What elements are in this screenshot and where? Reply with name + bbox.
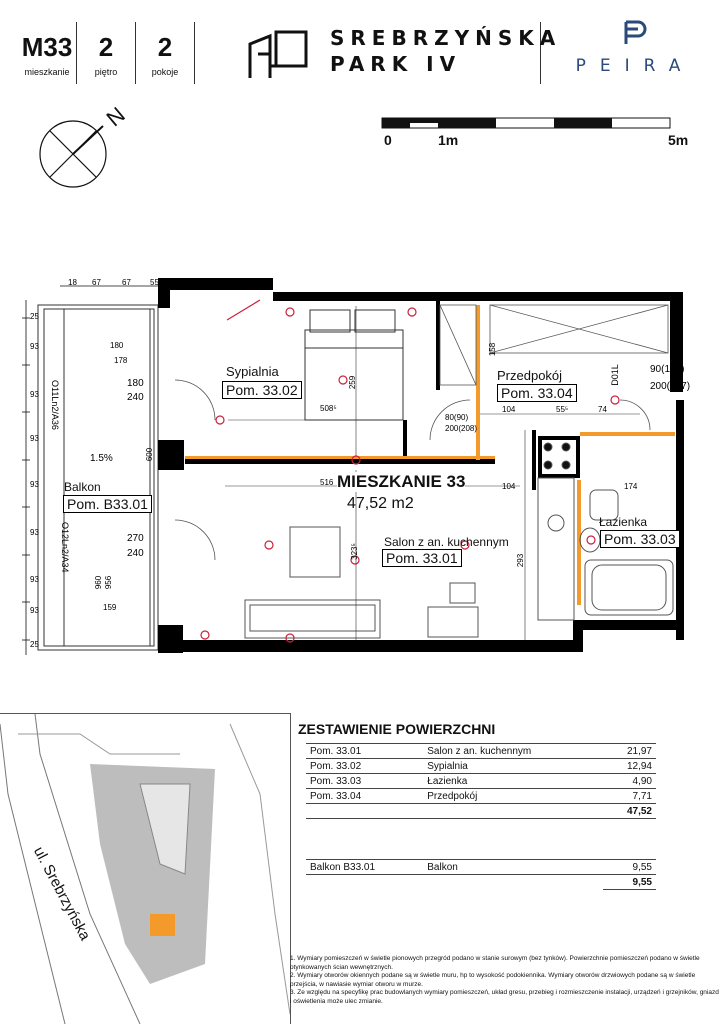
dim-293: 293 — [516, 553, 526, 568]
dim-508: 508⁵ — [320, 404, 337, 413]
summary-total-row — [306, 804, 656, 819]
bathroom-code: Pom. 33.03 — [600, 530, 680, 548]
dim-158: 158 — [488, 342, 498, 357]
dim-180b: 180 — [127, 378, 144, 389]
room-code-cell: Pom. 33.04 — [306, 789, 423, 804]
room-area-cell: 9,55 — [603, 860, 656, 875]
dim-67b: 67 — [122, 278, 131, 287]
door-code-d01: D01L — [609, 364, 620, 386]
room-code-cell — [306, 804, 423, 819]
dim-159: 159 — [103, 603, 117, 612]
hall-name: Przedpokój — [497, 368, 563, 383]
bedroom-marker-line — [227, 300, 260, 320]
room-code-cell — [306, 875, 423, 890]
apartment-title: MIESZKANIE 33 — [337, 472, 466, 491]
project-name-line2: PARK IV — [330, 52, 462, 76]
scale-label-0: 0 — [384, 132, 392, 148]
dim-104a: 104 — [502, 405, 516, 414]
dim-174: 174 — [624, 482, 638, 491]
rooms-value: 2 — [157, 32, 173, 62]
dim-180a: 180 — [110, 341, 124, 350]
dim-90-103: 90(103) — [650, 364, 685, 375]
balcony-outline — [38, 305, 158, 650]
rooms-caption: pokoje — [151, 67, 179, 77]
room-code-cell: Pom. 33.01 — [306, 744, 423, 759]
dim-93-1: 93 — [30, 342, 39, 351]
room-name-cell: Sypialnia — [423, 759, 603, 774]
balcony-name: Balkon — [64, 480, 101, 494]
room-area-cell: 4,90 — [603, 774, 656, 789]
note-1: 1. Wymiary pomieszczeń w świetle pionowych przegród podano w stanie surowym (bez tynków). Powierzchnie pomieszczeń podano w świetle otynkowanych ścian wewnętrznych. — [290, 955, 700, 971]
dim-74: 74 — [598, 405, 607, 414]
summary-row — [306, 789, 656, 804]
dim-200-208a: 200(208) — [445, 424, 478, 433]
bathroom-name: Łazienka — [599, 515, 648, 529]
window-code-2: O12Ln2/A34 — [60, 522, 70, 573]
room-code-cell: Balkon B33.01 — [306, 860, 423, 875]
bedroom-code: Pom. 33.02 — [222, 381, 302, 399]
apartment-area: 47,52 m2 — [347, 495, 414, 512]
dim-270: 270 — [127, 533, 144, 544]
left-dimension-chain — [22, 286, 158, 655]
site-map-highlight — [150, 914, 175, 936]
room-area-cell: 7,71 — [603, 789, 656, 804]
room-name-cell — [423, 875, 603, 890]
room-code-cell: Pom. 33.02 — [306, 759, 423, 774]
scale-label-1m: 1m — [438, 132, 459, 148]
dim-259: 259 — [348, 375, 358, 390]
summary-row — [306, 774, 656, 789]
dim-240b: 240 — [127, 548, 144, 559]
kitchen-counter — [538, 443, 574, 620]
dim-323: 323⁵ — [349, 543, 359, 560]
living-code: Pom. 33.01 — [382, 549, 462, 567]
dim-93-6: 93 — [30, 575, 39, 584]
dim-93-7: 93 — [30, 606, 39, 615]
summary-balcony-total-row — [306, 875, 656, 890]
summary-balcony-row — [306, 860, 656, 875]
dim-516: 516 — [320, 478, 334, 487]
summary-title: ZESTAWIENIE POWIERZCHNI — [298, 721, 496, 737]
balcony-slope: 1.5% — [90, 453, 113, 464]
living-name: Salon z an. kuchennym — [384, 535, 509, 549]
room-code-cell: Pom. 33.03 — [306, 774, 423, 789]
dim-200-207: 200(207) — [650, 381, 691, 392]
north-label: N — [101, 101, 130, 132]
room-name-cell: Salon z an. kuchennym — [423, 744, 603, 759]
dim-55: 55 — [150, 278, 159, 287]
dim-93-4: 93 — [30, 480, 39, 489]
summary-row — [306, 759, 656, 774]
room-area-cell: 12,94 — [603, 759, 656, 774]
window-code-1: O11Ln2/A36 — [50, 380, 60, 430]
walls — [158, 278, 684, 653]
room-area-cell: 9,55 — [603, 875, 656, 890]
dim-93-2: 93 — [30, 390, 39, 399]
room-area-cell: 47,52 — [603, 804, 656, 819]
notes — [290, 955, 720, 1006]
dim-104b: 104 — [502, 482, 516, 491]
summary-row — [306, 744, 656, 759]
dim-93-3: 93 — [30, 434, 39, 443]
dim-18: 18 — [68, 278, 77, 287]
bathroom-fixtures — [580, 490, 673, 615]
site-map — [0, 713, 291, 1024]
dim-960: 960 — [94, 575, 104, 590]
dim-80-90: 80(90) — [445, 413, 469, 422]
apartment-caption: mieszkanie — [24, 67, 70, 77]
dim-178: 178 — [114, 356, 128, 365]
note-3: 3. Ze względu na specyfikę prac budowlanych wymiary pomieszczeń, układ gresu, przebieg i rozmieszczenie instalacji, urządzeń i grzejników, gniazd i oświetlenia może ulec zmianie. — [290, 989, 719, 1005]
room-name-cell: Przedpokój — [423, 789, 603, 804]
dim-240a: 240 — [127, 392, 144, 403]
note-2: 2. Wymiary otworów okiennych podane są w świetle muru, hp to wysokość podokiennika. Wymiary otworów drzwiowych podane są w świetle przejścia, w nawiasie wymiar otworu w murze. — [290, 972, 696, 988]
room-name-cell: Łazienka — [423, 774, 603, 789]
developer-name: PEIRA — [575, 56, 695, 76]
hall-code: Pom. 33.04 — [497, 384, 577, 402]
dim-600: 600 — [145, 447, 155, 462]
room-name-cell: Balkon — [423, 860, 603, 875]
room-name-cell — [423, 804, 603, 819]
summary-spacer — [306, 819, 656, 860]
balcony-code: Pom. B33.01 — [63, 495, 152, 513]
floor-caption: piętro — [94, 67, 118, 77]
dim-956: 956 — [104, 575, 114, 590]
project-name-line1: SREBRZYŃSKA — [330, 26, 562, 50]
room-area-cell: 21,97 — [603, 744, 656, 759]
floor-value: 2 — [98, 32, 114, 62]
dim-93-5: 93 — [30, 528, 39, 537]
scale-label-5m: 5m — [668, 132, 689, 148]
dim-25a: 25 — [30, 312, 39, 321]
dim-25b: 25 — [30, 640, 39, 649]
dim-55-5: 55⁵ — [556, 405, 569, 414]
summary-table — [306, 743, 656, 890]
street-label: ul. Srebrzyńska — [29, 844, 94, 944]
dim-67a: 67 — [92, 278, 101, 287]
apartment-code: M33 — [21, 32, 73, 62]
area-summary — [290, 713, 723, 890]
bedroom-name: Sypialnia — [226, 364, 279, 379]
